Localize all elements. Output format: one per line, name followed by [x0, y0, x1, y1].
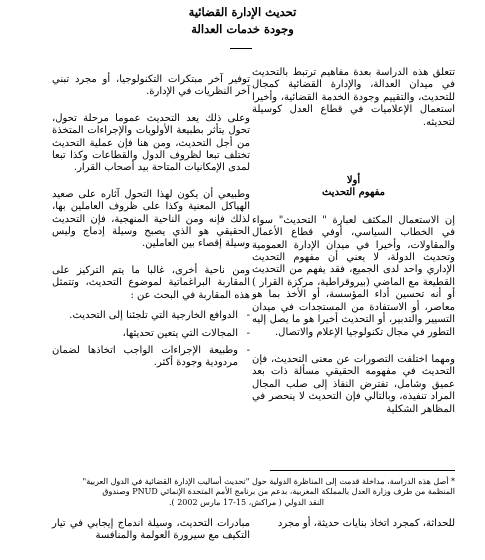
paragraph: إن الاستعمال المكثف لعبارة " التحديث" سواء في الخطاب السياسي، أوفي قطاع الأعمال والمقاولات، وأخيرا في ميدان الإدارة العمومية وتحديث الدولة، لا يعني أن مفهوم التحديث الإداري واحد لدى الجميع، فقد يفهم من التحديث القطيعة مع الماضي (بيروقراطية، مركزة القرار ) أو أنه تحسين أداء المؤسسة، أو الأخذ بما هو معاصر، أو الاستفادة من المستجدات في ميدان التسيير والتدبير، أو التحديث أخيرا هو ما يصل إليه التطور في مجال تكنولوجيا الإعلام والاتصال. — [252, 214, 455, 338]
paragraph: ومهما اختلفت التصورات عن معنى التحديث، فإن التحديث في مفهومه الحقيقي مسألة ذات بعد عميق وشامل، تفترض النفاذ إلى صلب المجال المراد تنفيذه، وبالتالي فإن التحديث لا ينحصر في المظاهر الشكلية — [252, 353, 455, 415]
paragraph: وعلى ذلك يعد التحديث عموما مرحلة تحول، تحول يتأثر بطبيعة الأولويات والإجراءات المتخذة من أجل التحديث، ومن هنا فإن عملية التحديث تختلف تبعا لظروف الدول والقطاعات وكذا تبعا لمدى الإمكانيات المتاحة بيد أصحاب القرار. — [52, 112, 250, 174]
page-title: تحديث الإدارة القضائية — [188, 5, 297, 19]
footnote-line: المنظمة من طرف وزارة العدل بالمملكة المغربية، بدعم من برنامج الأمم المتحدة الإنمائي PNUD وصندوق — [102, 487, 455, 497]
footnote-line: النقد الدولي ( مراكش، 15-17 مارس 2002 ). — [168, 497, 325, 507]
paragraph: وطبيعي أن يكون لهذا التحول آثاره على صعيد الهياكل المعنية وكذا على ظروف العاملين بها، لذلك فإنه ومن الناحية المنهجية، فإن التحديث الحقيقي هو الذي يصبح وسيلة إدماج وليس وسيلة إقصاء بين العاملين. — [52, 188, 250, 250]
footnote — [38, 477, 455, 508]
bottom-left-text: مبادرات التحديث، وسيلة اندماج إيجابي في تيار التكيف مع سيرورة العولمة والمنافسة — [52, 518, 250, 542]
list-item: - الدوافع الخارجية التي تلجئنا إلى التحديث. — [52, 310, 250, 322]
paragraph: توفير آخر مبتكرات التكنولوجيا، أو مجرد تبني آخر النظريات في الإدارة. — [52, 74, 250, 98]
paragraph: تتعلق هذه الدراسة بعدة مفاهيم ترتبط بالتحديث في ميدان العدالة، والإدارة القضائية كمجال للتحديث، والتقييم وجودة الخدمة القضائية، وأخيرا استعمال الإعلاميات في قطاع العدل كوسيلة لتحديثه. — [252, 67, 455, 128]
list-item: - وطبيعة الإجراءات الواجب اتخاذها لضمان مردودية وجودة أكثر. — [52, 345, 250, 370]
left-column — [52, 74, 250, 370]
footnote-separator — [270, 470, 455, 471]
section-heading: مفهوم التحديث — [321, 187, 385, 199]
bullet-list — [52, 310, 250, 370]
paragraph: ومن ناحية أخرى، غالبا ما يتم التركيز على المقاربة البراغماتية لموضوع التحديث، وتتمثل هذه المقاربة في البحث عن : — [52, 264, 250, 301]
section-number: أولا — [346, 175, 361, 187]
title-underline — [230, 48, 252, 49]
footnote-line: * أصل هذه الدراسة، مداخلة قدمت إلى المناظرة الدولية حول "تحديث أساليب الإدارة القضائية في الدول العربية" — [82, 477, 455, 486]
page-subtitle: وجودة خدمات العدالة — [191, 22, 294, 36]
bottom-right-text: للحداثة، كمجرد اتخاذ بنايات حديثة، أو مجرد — [277, 518, 455, 529]
list-item: - المجالات التي يتعين تحديثها، — [52, 328, 250, 340]
right-column — [252, 67, 455, 416]
